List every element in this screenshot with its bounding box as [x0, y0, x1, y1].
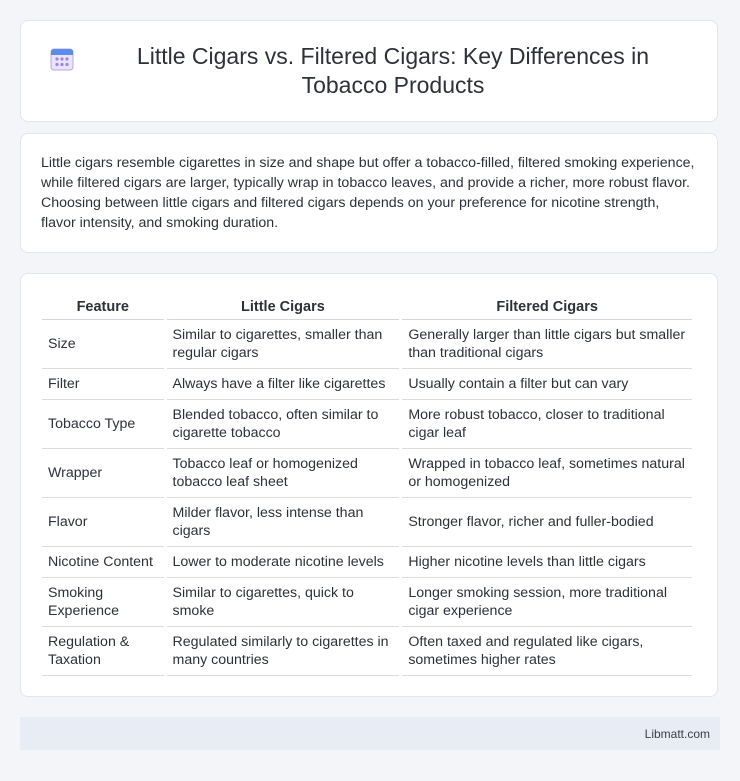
header-inner	[49, 42, 689, 100]
header-card	[20, 20, 718, 122]
feature-cell: Tobacco Type	[42, 400, 164, 449]
feature-cell: Size	[42, 320, 164, 369]
filtered-cigars-cell: Usually contain a filter but can vary	[402, 369, 692, 400]
filtered-cigars-cell: Longer smoking session, more traditional cigar experience	[402, 578, 692, 627]
feature-cell: Regulation & Taxation	[42, 627, 164, 676]
little-cigars-cell: Blended tobacco, often similar to cigarette tobacco	[167, 400, 400, 449]
feature-cell: Nicotine Content	[42, 547, 164, 578]
intro-card	[20, 133, 718, 253]
feature-cell: Flavor	[42, 498, 164, 547]
little-cigars-cell: Regulated similarly to cigarettes in many countries	[167, 627, 400, 676]
filtered-cigars-cell: Often taxed and regulated like cigars, sometimes higher rates	[402, 627, 692, 676]
feature-cell: Filter	[42, 369, 164, 400]
table-row	[42, 578, 692, 627]
filtered-cigars-cell: Generally larger than little cigars but smaller than traditional cigars	[402, 320, 692, 369]
table-row	[42, 547, 692, 578]
footer-bar	[20, 717, 720, 750]
little-cigars-cell: Always have a filter like cigarettes	[167, 369, 400, 400]
document-calendar-icon	[49, 46, 75, 72]
table-row	[42, 498, 692, 547]
column-header-filtered-cigars: Filtered Cigars	[402, 296, 692, 320]
table-row	[42, 627, 692, 676]
page-title: Little Cigars vs. Filtered Cigars: Key Differences in Tobacco Products	[136, 43, 650, 98]
intro-paragraph: Little cigars resemble cigarettes in size and shape but offer a tobacco-filled, filtered smoking experience, while filtered cigars are larger, typically wrap in tobacco leaves, and provide a richer, more robust flavor. Choosing between little cigars and filtered cigars depends on your preference for nicotine strength, flavor intensity, and smoking duration.	[41, 155, 695, 231]
comparison-table-card	[20, 273, 718, 697]
column-header-little-cigars: Little Cigars	[167, 296, 400, 320]
column-header-feature: Feature	[42, 296, 164, 320]
little-cigars-cell: Tobacco leaf or homogenized tobacco leaf sheet	[167, 449, 400, 498]
little-cigars-cell: Milder flavor, less intense than cigars	[167, 498, 400, 547]
table-row	[42, 400, 692, 449]
filtered-cigars-cell: Higher nicotine levels than little cigars	[402, 547, 692, 578]
comparison-table	[39, 296, 695, 676]
feature-cell: Wrapper	[42, 449, 164, 498]
little-cigars-cell: Similar to cigarettes, smaller than regular cigars	[167, 320, 400, 369]
table-row	[42, 369, 692, 400]
little-cigars-cell: Similar to cigarettes, quick to smoke	[167, 578, 400, 627]
filtered-cigars-cell: Wrapped in tobacco leaf, sometimes natural or homogenized	[402, 449, 692, 498]
table-row	[42, 320, 692, 369]
footer-site-link[interactable]: Libmatt.com	[644, 726, 710, 741]
feature-cell: Smoking Experience	[42, 578, 164, 627]
filtered-cigars-cell: More robust tobacco, closer to traditional cigar leaf	[402, 400, 692, 449]
table-row	[42, 449, 692, 498]
table-header-row	[42, 296, 692, 320]
little-cigars-cell: Lower to moderate nicotine levels	[167, 547, 400, 578]
filtered-cigars-cell: Stronger flavor, richer and fuller-bodied	[402, 498, 692, 547]
